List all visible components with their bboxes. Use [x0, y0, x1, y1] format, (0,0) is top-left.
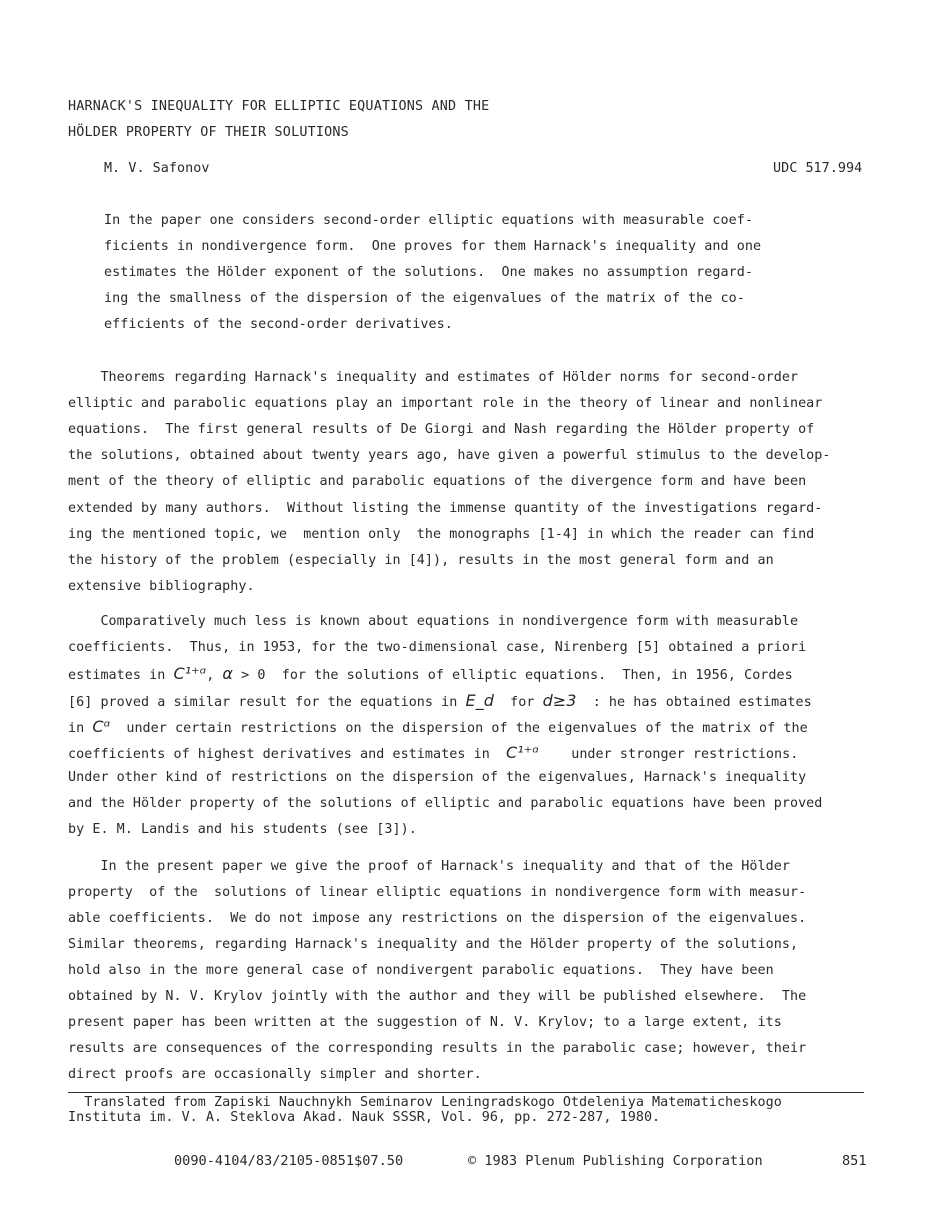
abstract-line: In the paper one considers second-order elliptic equations with measurable coef-	[104, 213, 753, 228]
body-line	[68, 745, 798, 761]
footnote-divider	[68, 1092, 864, 1093]
copyright: © 1983 Plenum Publishing Corporation	[468, 1153, 763, 1169]
body-line: property of the solutions of linear elliptic equations in nondivergence form with measur-	[68, 885, 807, 900]
body-line: Theorems regarding Harnack's inequality and estimates of Hölder norms for second-order	[68, 370, 799, 385]
body-line: hold also in the more general case of nondivergent parabolic equations. They have been	[68, 963, 774, 978]
body-line: ing the mentioned topic, we mention only the monographs [1-4] in which the reader can find	[68, 527, 815, 542]
math-c-1-alpha: C¹⁺ᵅ	[506, 743, 539, 762]
text: under stronger restrictions.	[538, 747, 799, 762]
text: under certain restrictions on the dispersion of the eigenvalues of the matrix of the	[110, 721, 808, 736]
translation-note-line: Translated from Zapiski Nauchnykh Seminarov Leningradskogo Otdeleniya Matematicheskogo	[68, 1095, 782, 1110]
body-line: elliptic and parabolic equations play an important role in the theory of linear and nonlinear	[68, 396, 823, 411]
abstract-line: estimates the Hölder exponent of the solutions. One makes no assumption regard-	[104, 265, 753, 280]
body-line: extended by many authors. Without listing the immense quantity of the investigations regard-	[68, 501, 823, 516]
author: M. V. Safonov	[104, 161, 210, 176]
body-line: by E. M. Landis and his students (see [3]).	[68, 822, 417, 837]
body-line: Similar theorems, regarding Harnack's inequality and the Hölder property of the solutions,	[68, 937, 799, 952]
body-line: present paper has been written at the suggestion of N. V. Krylov; to a large extent, its	[68, 1015, 782, 1030]
body-line: equations. The first general results of De Giorgi and Nash regarding the Hölder property of	[68, 422, 815, 437]
udc-number: UDC 517.994	[773, 161, 863, 176]
body-line: Under other kind of restrictions on the dispersion of the eigenvalues, Harnack's inequality	[68, 770, 807, 785]
abstract-line: efficients of the second-order derivatives.	[104, 317, 453, 332]
body-line: Comparatively much less is known about equations in nondivergence form with measurable	[68, 614, 799, 629]
text: [6] proved a similar result for the equations in	[68, 695, 466, 710]
body-line: In the present paper we give the proof of Harnack's inequality and that of the Hölder	[68, 859, 790, 874]
text: for	[493, 695, 543, 710]
text: coefficients of highest derivatives and estimates in	[68, 747, 507, 762]
text: estimates in	[68, 668, 174, 683]
abstract-line: ficients in nondivergence form. One proves for them Harnack's inequality and one	[104, 239, 762, 254]
math-e-d: E_d	[465, 691, 494, 710]
body-line: the solutions, obtained about twenty years ago, have given a powerful stimulus to the develop-	[68, 448, 831, 463]
math-c-alpha: Cᵅ	[92, 717, 111, 736]
body-line: the history of the problem (especially in [4]), results in the most general form and an	[68, 553, 774, 568]
math-c-1-alpha: C¹⁺ᵅ	[173, 664, 207, 683]
body-line: direct proofs are occasionally simpler and shorter.	[68, 1067, 482, 1082]
body-line: ment of the theory of elliptic and parabolic equations of the divergence form and have been	[68, 474, 807, 489]
body-line	[68, 693, 812, 709]
title-line-1: HARNACK'S INEQUALITY FOR ELLIPTIC EQUATIONS AND THE	[68, 99, 490, 114]
text: ,	[206, 668, 223, 683]
body-line: and the Hölder property of the solutions of elliptic and parabolic equations have been proved	[68, 796, 823, 811]
body-line: results are consequences of the corresponding results in the parabolic case; however, their	[68, 1041, 807, 1056]
publication-code: 0090-4104/83/2105-0851$07.50	[174, 1153, 404, 1169]
math-alpha: α	[222, 664, 234, 683]
page-number: 851	[842, 1153, 867, 1169]
body-line: coefficients. Thus, in 1953, for the two-dimensional case, Nirenberg [5] obtained a priori	[68, 640, 807, 655]
translation-note-line: Instituta im. V. A. Steklova Akad. Nauk SSSR, Vol. 96, pp. 272-287, 1980.	[68, 1110, 661, 1125]
body-line	[68, 719, 808, 735]
body-line: able coefficients. We do not impose any restrictions on the dispersion of the eigenvalues.	[68, 911, 807, 926]
text: : he has obtained estimates	[576, 695, 812, 710]
abstract-line: ing the smallness of the dispersion of the eigenvalues of the matrix of the co-	[104, 291, 745, 306]
body-line: extensive bibliography.	[68, 579, 255, 594]
page-footer	[0, 1153, 929, 1173]
body-line	[68, 666, 793, 682]
text: > 0 for the solutions of elliptic equations. Then, in 1956, Cordes	[233, 668, 793, 683]
math-d-ge-3: d≥3	[542, 691, 577, 710]
text: in	[68, 721, 93, 736]
title-line-2: HÖLDER PROPERTY OF THEIR SOLUTIONS	[68, 125, 349, 140]
body-line: obtained by N. V. Krylov jointly with the author and they will be published elsewhere. The	[68, 989, 807, 1004]
